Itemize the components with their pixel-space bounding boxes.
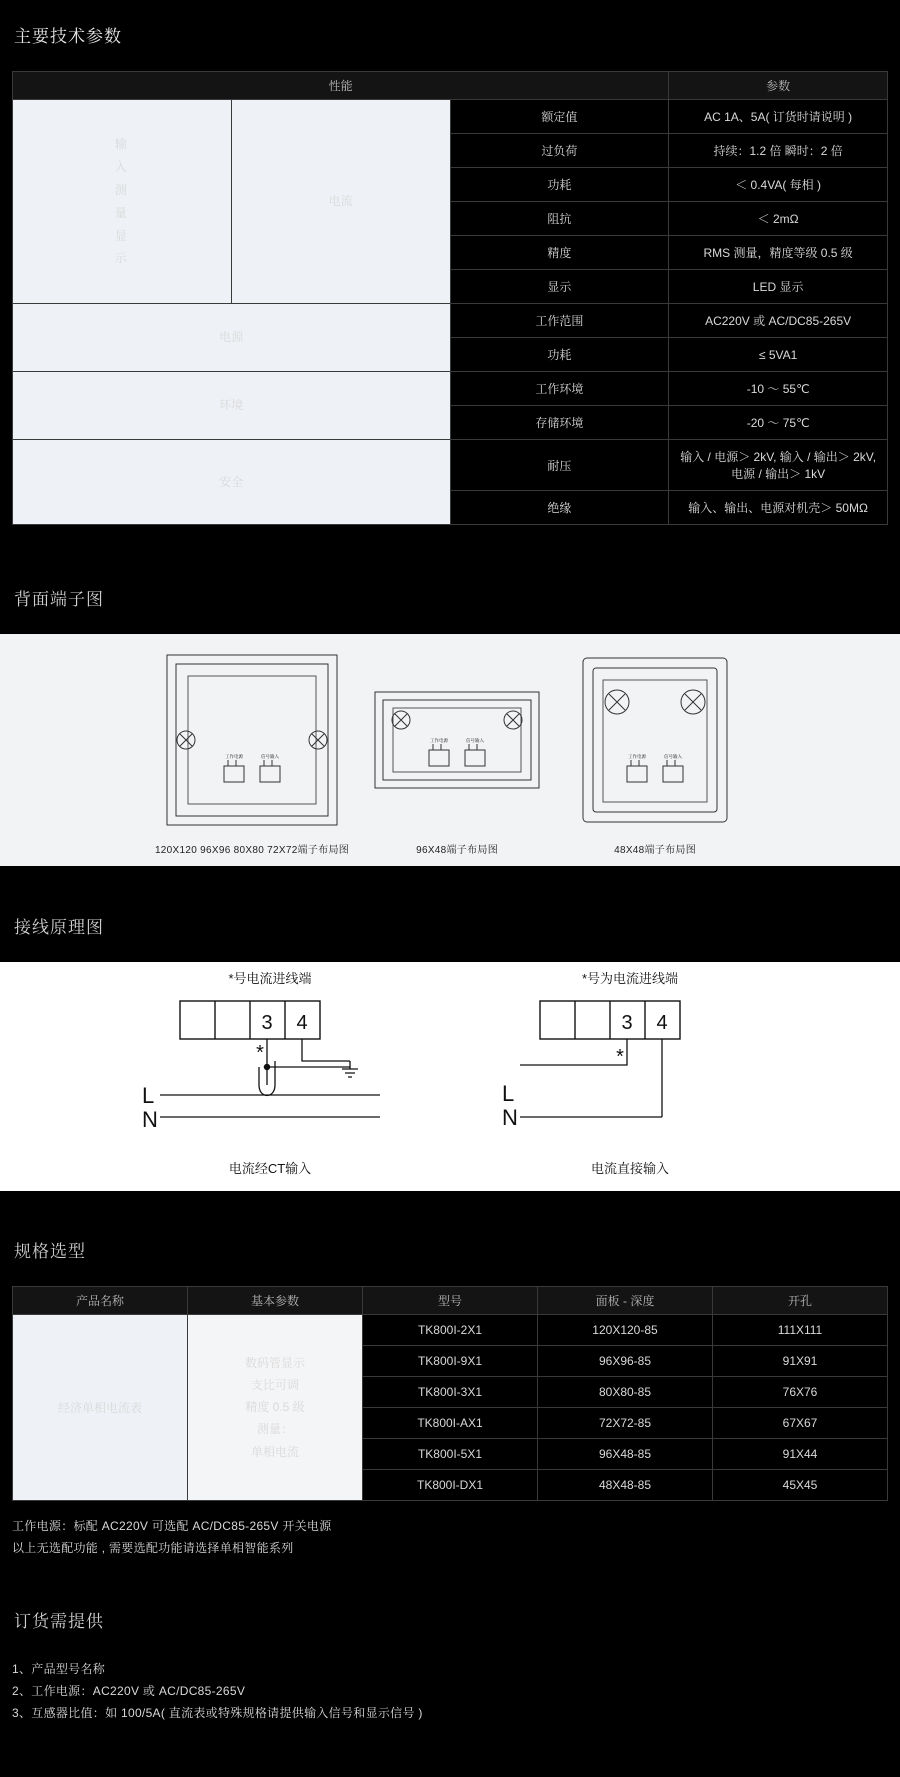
- model-hole-size: 91X44: [713, 1438, 888, 1469]
- model-header-model: 型号: [363, 1286, 538, 1314]
- model-number: TK800I-DX1: [363, 1469, 538, 1500]
- star-marker: *: [256, 1041, 264, 1064]
- wiring-ct-icon: [120, 991, 420, 1151]
- spec-item-label: 功耗: [450, 338, 669, 372]
- terminal-label-signal: 信号输入: [466, 738, 485, 744]
- model-hole-size: 76X76: [713, 1376, 888, 1407]
- list-item: 2、工作电源：AC220V 或 AC/DC85-265V: [12, 1684, 246, 1699]
- model-table-body: [13, 1314, 888, 1500]
- spec-item-value: ＜ 2mΩ: [669, 202, 888, 236]
- model-header-hole: 开孔: [713, 1286, 888, 1314]
- wiring-diagram-direct: [480, 968, 780, 1177]
- terminal-caption: 48X48端子布局图: [614, 845, 697, 857]
- model-basic-params: 数码管显示 支比可调 精度 0.5 级 测量： 单相电流: [188, 1314, 363, 1500]
- table-row: [13, 440, 888, 491]
- spacer: [0, 1561, 900, 1585]
- spec-item-value: 输入、输出、电源对机壳＞ 50MΩ: [669, 491, 888, 525]
- spec-item-label: 显示: [450, 270, 669, 304]
- model-header-params: 基本参数: [188, 1286, 363, 1314]
- spec-item-value: -20 ～ 75℃: [669, 406, 888, 440]
- spec-table-container: [0, 71, 900, 539]
- terminal-number-4: 4: [656, 1011, 668, 1034]
- spec-header-performance: 性能: [13, 72, 669, 100]
- model-header-product: 产品名称: [13, 1286, 188, 1314]
- model-number: TK800I-2X1: [363, 1314, 538, 1345]
- model-hole-size: 45X45: [713, 1469, 888, 1500]
- star-marker: *: [616, 1045, 624, 1068]
- note-line: 以上无选配功能 , 需要选配功能请选择单相智能系列: [12, 1540, 294, 1555]
- spec-subgroup-current: 电流: [231, 100, 450, 304]
- spec-item-label: 阻抗: [450, 202, 669, 236]
- neutral-label: N: [142, 1106, 158, 1132]
- terminal-layout-large-icon: [162, 650, 342, 830]
- spec-item-label: 额定值: [450, 100, 669, 134]
- spec-item-value: AC 1A、5A( 订货时请说明 ): [669, 100, 888, 134]
- neutral-label: N: [502, 1104, 518, 1130]
- spec-group-input-label: 输 入 测 量 显 示: [114, 137, 129, 266]
- spec-item-label: 功耗: [450, 168, 669, 202]
- model-table: [12, 1286, 888, 1501]
- list-item: 3、互感器比值：如 100/5A( 直流表或特殊规格请提供输入信号和显示信号 ): [12, 1706, 423, 1721]
- spec-item-label: 存储环境: [450, 406, 669, 440]
- model-panel-size: 48X48-85: [538, 1469, 713, 1500]
- model-hole-size: 111X111: [713, 1314, 888, 1345]
- section-title-spec: 主要技术参数: [14, 27, 122, 47]
- note-line: 工作电源：标配 AC220V 可选配 AC/DC85-265V 开关电源: [12, 1518, 332, 1533]
- spec-item-label: 精度: [450, 236, 669, 270]
- spec-item-value: RMS 测量，精度等级 0.5 级: [669, 236, 888, 270]
- terminal-diagram-panel: [0, 634, 900, 866]
- terminal-diagram-large: [155, 650, 349, 856]
- spec-item-label: 耐压: [450, 440, 669, 491]
- terminal-label-power: 工作电源: [225, 754, 243, 760]
- spec-item-value: -10 ～ 55℃: [669, 372, 888, 406]
- spec-header-parameter: 参数: [669, 72, 888, 100]
- live-label: L: [502, 1080, 515, 1106]
- section-title-order: 订货需提供: [14, 1611, 104, 1631]
- terminal-layout-wide-icon: [367, 650, 547, 830]
- wiring-caption: 电流直接输入: [590, 1160, 669, 1176]
- spacer: [0, 866, 900, 890]
- terminal-label-signal: 信号输入: [261, 754, 279, 760]
- wiring-diagram-ct: [120, 968, 420, 1177]
- spec-item-label: 工作范围: [450, 304, 669, 338]
- table-header-row: [13, 72, 888, 100]
- terminal-number-3: 3: [621, 1011, 633, 1034]
- terminal-label-signal: 信号输入: [664, 754, 683, 760]
- wiring-diagram-row: [0, 968, 900, 1177]
- spacer: [0, 539, 900, 563]
- terminal-label-power: 工作电源: [430, 738, 449, 744]
- wiring-direct-icon: [480, 991, 780, 1151]
- spec-item-label: 绝缘: [450, 491, 669, 525]
- spec-table-body: [13, 100, 888, 525]
- model-number: TK800I-5X1: [363, 1438, 538, 1469]
- spec-item-value: ≤ 5VA1: [669, 338, 888, 372]
- model-product-name: 经济单相电流表: [13, 1314, 188, 1500]
- model-number: TK800I-AX1: [363, 1407, 538, 1438]
- spec-item-value: LED 显示: [669, 270, 888, 304]
- model-panel-size: 72X72-85: [538, 1407, 713, 1438]
- terminal-number-4: 4: [296, 1011, 308, 1034]
- model-panel-size: 96X48-85: [538, 1438, 713, 1469]
- table-row: [13, 100, 888, 134]
- model-hole-size: 67X67: [713, 1407, 888, 1438]
- spec-item-label: 工作环境: [450, 372, 669, 406]
- model-number: TK800I-9X1: [363, 1345, 538, 1376]
- terminal-caption: 96X48端子布局图: [416, 845, 499, 857]
- table-row: [13, 1314, 888, 1345]
- notes-block: [0, 1509, 900, 1561]
- spec-table-head: [13, 72, 888, 100]
- wiring-caption: 电流经CT输入: [228, 1160, 312, 1176]
- terminal-layout-small-icon: [565, 650, 745, 830]
- spec-group-safety: 安全: [13, 440, 451, 525]
- section-title-wiring: 接线原理图: [14, 917, 104, 937]
- terminal-diagram-wide: [367, 650, 547, 856]
- spacer: [0, 1191, 900, 1215]
- model-panel-size: 120X120-85: [538, 1314, 713, 1345]
- spec-item-label: 过负荷: [450, 134, 669, 168]
- spec-item-value: 输入 / 电源＞ 2kV, 输入 / 输出＞ 2kV, 电源 / 输出＞ 1kV: [669, 440, 888, 491]
- spec-group-environment: 环境: [13, 372, 451, 440]
- spec-table: [12, 71, 888, 525]
- model-panel-size: 80X80-85: [538, 1376, 713, 1407]
- wiring-title: *号为电流进线端: [581, 970, 679, 986]
- model-table-container: [0, 1286, 900, 1509]
- model-number: TK800I-3X1: [363, 1376, 538, 1407]
- spec-item-value: ＜ 0.4VA( 每相 ): [669, 168, 888, 202]
- spec-item-value: AC220V 或 AC/DC85-265V: [669, 304, 888, 338]
- table-header-row: [13, 1286, 888, 1314]
- terminal-number-3: 3: [261, 1011, 273, 1034]
- terminal-caption: 120X120 96X96 80X80 72X72端子布局图: [154, 845, 350, 857]
- model-panel-size: 96X96-85: [538, 1345, 713, 1376]
- spec-item-value: 持续：1.2 倍 瞬时：2 倍: [669, 134, 888, 168]
- terminal-diagram-small: [565, 650, 745, 856]
- order-requirements-list: [0, 1656, 900, 1742]
- list-item: 1、产品型号名称: [12, 1662, 106, 1677]
- terminal-diagram-row: [0, 650, 900, 856]
- section-title-terminal: 背面端子图: [14, 590, 104, 610]
- spec-group-input: [13, 100, 232, 304]
- table-row: [13, 372, 888, 406]
- wiring-diagram-panel: [0, 962, 900, 1191]
- model-hole-size: 91X91: [713, 1345, 888, 1376]
- live-label: L: [142, 1082, 155, 1108]
- model-table-head: [13, 1286, 888, 1314]
- wiring-title: *号电流进线端: [228, 970, 312, 986]
- table-row: [13, 304, 888, 338]
- section-title-model: 规格选型: [14, 1241, 86, 1261]
- spec-group-power: 电源: [13, 304, 451, 372]
- terminal-label-power: 工作电源: [628, 754, 647, 760]
- model-header-panel: 面板 - 深度: [538, 1286, 713, 1314]
